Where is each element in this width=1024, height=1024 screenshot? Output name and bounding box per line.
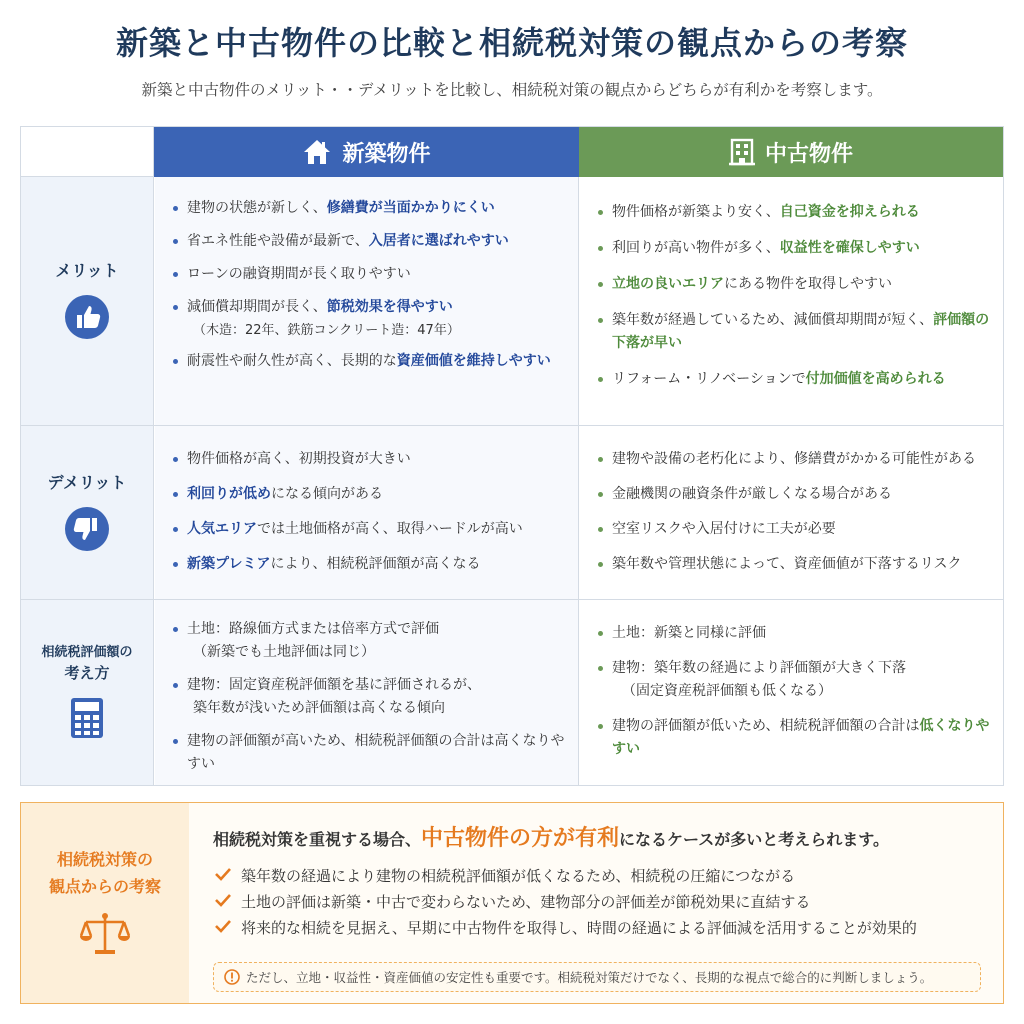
thumbs-up-icon: [65, 295, 109, 343]
row-header-merit: [21, 177, 154, 425]
list-item: 新築プレミアにより、相続税評価額が高くなる: [173, 553, 568, 576]
conclusion-box: [20, 802, 1004, 1004]
list-item: 人気エリアでは土地価格が高く、取得ハードルが高い: [173, 518, 568, 541]
list-item: 築年数の経過により建物の相続税評価額が低くなるため、相続税の圧縮につながる: [215, 863, 917, 889]
row-valuation: [21, 599, 1003, 785]
list-item: リフォーム・リノベーションで付加価値を高められる: [598, 368, 993, 391]
list-item: 建物の評価額が高いため、相続税評価額の合計は高くなりやすい: [173, 730, 568, 776]
table-corner: [21, 127, 154, 177]
merit-used-cell: [580, 177, 1003, 425]
row-demerit: [21, 425, 1003, 599]
valuation-new-list: [173, 618, 568, 776]
list-item: 減価償却期間が長く、節税効果を得やすい （木造：22年、鉄筋コンクリート造：47年）: [173, 296, 568, 342]
row-label-valuation: 相続税評価額の 考え方: [41, 644, 133, 682]
header-used-property: [579, 127, 1003, 177]
building-icon: [729, 138, 755, 166]
row-merit: [21, 177, 1003, 425]
list-item: 土地の評価は新築・中古で変わらないため、建物部分の評価差が節税効果に直結する: [215, 889, 917, 915]
thumbs-down-icon: [65, 507, 109, 555]
list-item: 利回りが高い物件が多く、収益性を確保しやすい: [598, 237, 993, 260]
conclusion-title: 相続税対策の 観点からの考察: [48, 849, 161, 896]
list-item: 建物の評価額が低いため、相続税評価額の合計は低くなりやすい: [598, 715, 993, 761]
demerit-new-list: [173, 448, 568, 576]
comparison-table: [20, 126, 1004, 786]
warning-icon: [224, 969, 240, 985]
list-item: ローンの融資期間が長く取りやすい: [173, 263, 568, 286]
valuation-used-cell: [580, 600, 1003, 785]
check-icon: [215, 889, 233, 915]
list-item: 利回りが低めになる傾向がある: [173, 483, 568, 506]
list-item: 物件価格が新築より安く、自己資金を抑えられる: [598, 201, 993, 224]
check-icon: [215, 863, 233, 889]
list-item: 省エネ性能や設備が最新で、入居者に選ばれやすい: [173, 230, 568, 253]
list-item: 耐震性や耐久性が高く、長期的な資産価値を維持しやすい: [173, 350, 568, 373]
list-item: 築年数が経過しているため、減価償却期間が短く、評価額の下落が早い: [598, 309, 993, 355]
header-used-label: 中古物件: [764, 141, 853, 167]
row-header-valuation: [21, 600, 154, 785]
header-new-label: 新築物件: [342, 141, 431, 167]
valuation-used-list: [598, 622, 993, 761]
row-header-demerit: [21, 426, 154, 599]
house-icon: [302, 138, 332, 166]
demerit-used-cell: [580, 426, 1003, 599]
row-label-merit: メリット: [55, 261, 119, 280]
list-item: 空室リスクや入居付けに工夫が必要: [598, 518, 993, 541]
list-item: 土地：新築と同様に評価: [598, 622, 993, 645]
list-item: 建物や設備の老朽化により、修繕費がかかる可能性がある: [598, 448, 993, 471]
list-item: 金融機関の融資条件が厳しくなる場合がある: [598, 483, 993, 506]
list-item: 物件価格が高く、初期投資が大きい: [173, 448, 568, 471]
list-item: 建物の状態が新しく、修繕費が当面かかりにくい: [173, 197, 568, 220]
conclusion-note: ただし、立地・収益性・資産価値の安定性も重要です。相続税対策だけでなく、長期的な視点で総合的に判断しましょう。: [213, 962, 981, 992]
page-subtitle: 新築と中古物件のメリット・・デメリットを比較し、相続税対策の観点からどちらが有利かを考察します。: [141, 81, 883, 99]
list-item: 建物：築年数の経過により評価額が大きく下落 （固定資産税評価額も低くなる）: [598, 657, 993, 703]
calculator-icon: [70, 697, 104, 743]
merit-new-list: [173, 197, 568, 373]
list-item: 将来的な相続を見据え、早期に中古物件を取得し、時間の経過による評価減を活用することが効果的: [215, 915, 917, 941]
list-item: 建物：固定資産税評価額を基に評価されるが、 築年数が浅いため評価額は高くなる傾向: [173, 674, 568, 720]
conclusion-main: 相続税対策を重視する場合、中古物件の方が有利になるケースが多いと考えられます。: [213, 826, 889, 851]
list-item: 土地：路線価方式または倍率方式で評価 （新築でも土地評価は同じ）: [173, 618, 568, 664]
demerit-used-list: [598, 448, 993, 576]
check-icon: [215, 915, 233, 941]
scale-icon: [80, 912, 130, 960]
page-title: 新築と中古物件の比較と相続税対策の観点からの考察: [115, 24, 908, 62]
conclusion-header: [21, 803, 189, 1003]
conclusion-points: [215, 863, 917, 941]
row-label-demerit: デメリット: [47, 472, 127, 492]
valuation-new-cell: [155, 600, 579, 785]
merit-used-list: [598, 201, 993, 391]
demerit-new-cell: [155, 426, 579, 599]
list-item: 立地の良いエリアにある物件を取得しやすい: [598, 273, 993, 296]
header-new-property: [154, 127, 579, 177]
list-item: 築年数や管理状態によって、資産価値が下落するリスク: [598, 553, 993, 576]
merit-new-cell: [155, 177, 579, 425]
